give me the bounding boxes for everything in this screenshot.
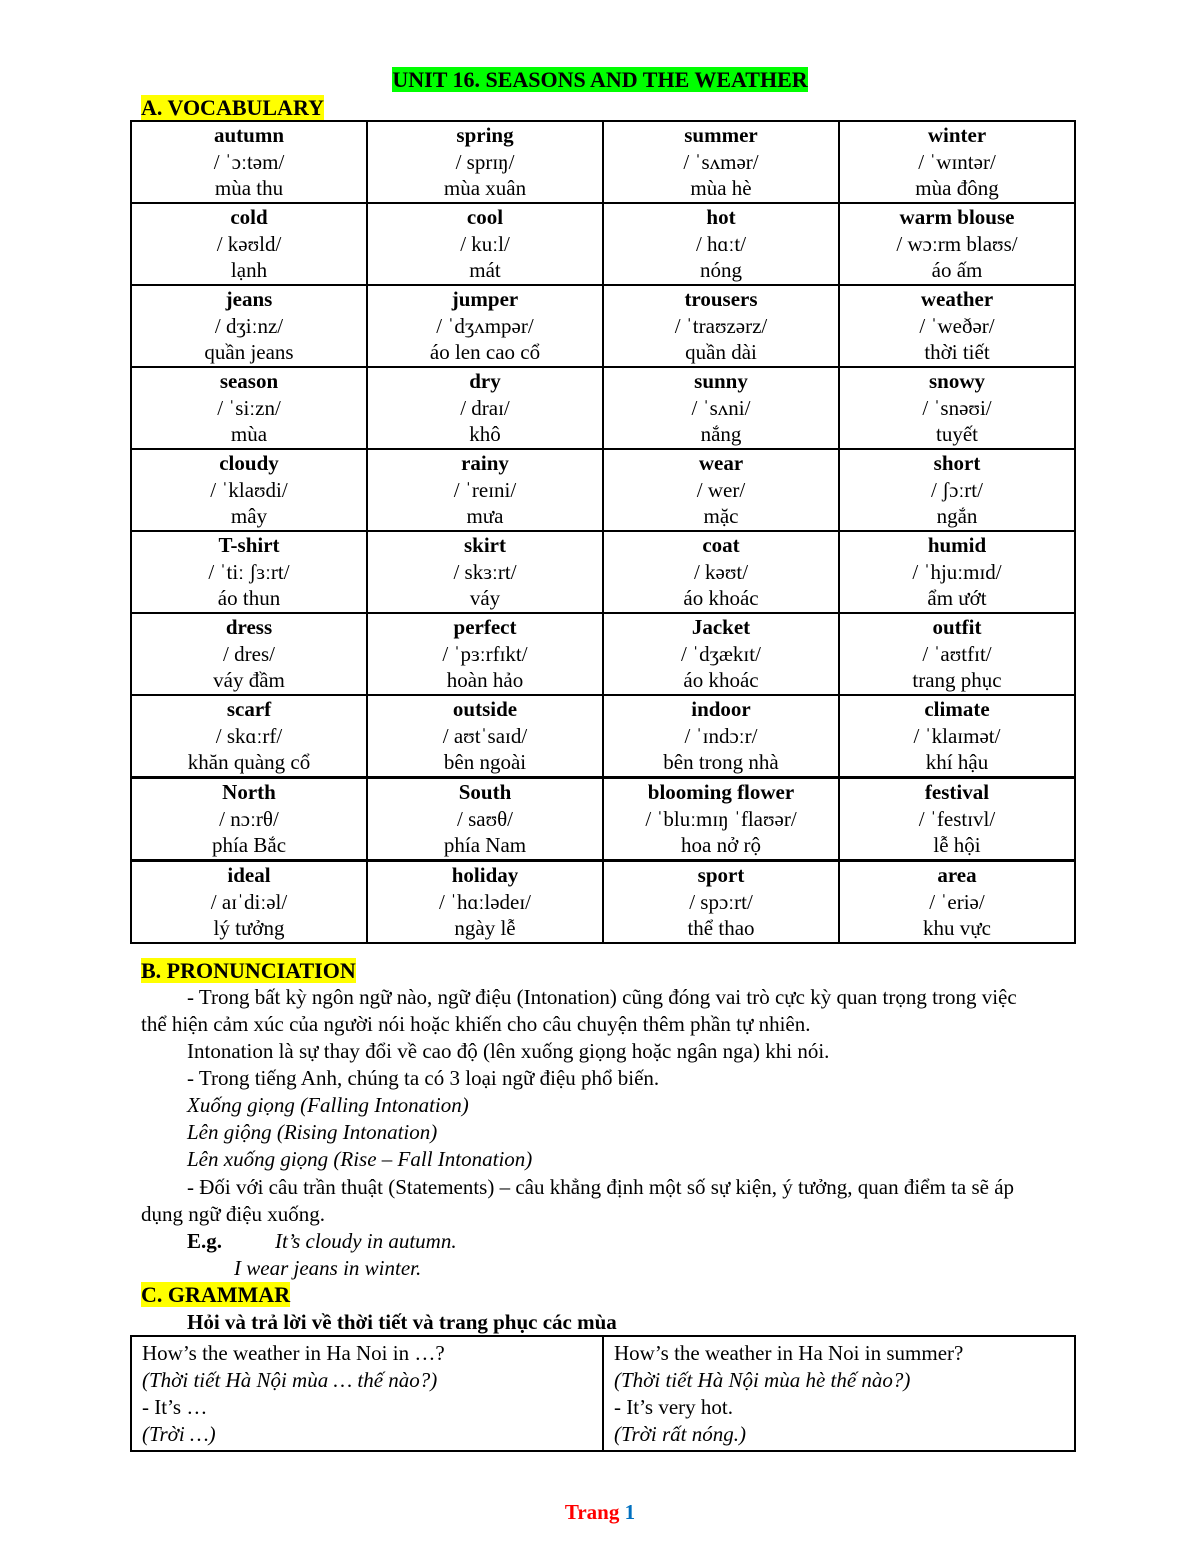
vocab-word: T-shirt — [218, 533, 280, 557]
vocab-meaning: khí hậu — [925, 750, 989, 774]
vocab-meaning: bên ngoài — [443, 750, 527, 774]
vocab-word: cloudy — [219, 451, 279, 475]
vocab-meaning: hoa nở rộ — [681, 833, 761, 857]
vocab-ipa: / ˈeriə/ — [929, 889, 985, 914]
vocab-meaning: khăn quàng cổ — [187, 750, 311, 774]
vocab-meaning: hoàn hảo — [446, 668, 524, 692]
vocab-ipa: / aɪˈdiːəl/ — [210, 889, 288, 914]
vocab-word: climate — [924, 697, 990, 721]
vocab-meaning: lễ hội — [933, 833, 981, 857]
vocab-meaning: ẩm ướt — [927, 586, 987, 610]
vocab-row — [131, 531, 1075, 613]
vocab-ipa: / ˈtraʊzərz/ — [674, 313, 768, 338]
grammar-row — [131, 1336, 1075, 1451]
vocab-word: sport — [697, 863, 745, 887]
vocab-word: festival — [924, 780, 990, 804]
vocab-cell — [839, 449, 1075, 531]
vocab-cell — [367, 121, 603, 203]
pronunciation-para-4b: dụng ngữ điệu xuống. — [141, 1202, 326, 1226]
vocab-word: outfit — [932, 615, 982, 639]
grammar-table — [130, 1335, 1076, 1452]
vocab-ipa: / ˈpɜːrfɪkt/ — [442, 641, 528, 666]
footer-label: Trang — [564, 1500, 620, 1524]
footer-page-number: 1 — [624, 1500, 636, 1524]
pronunciation-para-1b: thể hiện cảm xúc của người nói hoặc khiến cho câu chuyện thêm phần tự nhiên. — [141, 1012, 811, 1036]
vocab-meaning: khô — [469, 422, 501, 446]
vocab-word: area — [937, 863, 977, 887]
vocab-meaning: áo khoác — [683, 586, 759, 610]
vocab-meaning: mây — [230, 504, 268, 528]
vocab-meaning: mùa đông — [915, 176, 999, 200]
vocab-cell — [367, 531, 603, 613]
vocab-word: dress — [225, 615, 273, 639]
vocab-ipa: / ˈklaɪmət/ — [913, 723, 1001, 748]
vocab-meaning: ngày lễ — [454, 916, 516, 940]
vocab-word: dry — [469, 369, 501, 393]
vocab-word: autumn — [213, 123, 285, 147]
vocab-cell — [367, 285, 603, 367]
vocab-row — [131, 861, 1075, 944]
vocab-word: cool — [466, 205, 504, 229]
vocab-cell — [839, 203, 1075, 285]
intonation-type-falling: Xuống giọng (Falling Intonation) — [187, 1093, 469, 1117]
vocab-cell — [131, 861, 367, 944]
vocab-cell — [131, 695, 367, 778]
grammar-left-cell — [131, 1336, 603, 1451]
vocab-meaning: váy — [469, 586, 501, 610]
vocab-row — [131, 121, 1075, 203]
vocab-word: coat — [702, 533, 740, 557]
vocab-cell — [603, 121, 839, 203]
vocab-word: South — [458, 780, 512, 804]
example-sentence-2: I wear jeans in winter. — [234, 1256, 422, 1280]
vocab-ipa: / ˈreɪni/ — [453, 477, 517, 502]
vocab-cell — [131, 778, 367, 861]
vocab-ipa: / ˈdʒʌmpər/ — [436, 313, 534, 338]
vocab-word: weather — [920, 287, 994, 311]
grammar-heading: Hỏi và trả lời về thời tiết và trang phục các mùa — [187, 1310, 617, 1334]
section-a-label: A. VOCABULARY — [141, 95, 324, 120]
intonation-type-rise-fall: Lên xuống giọng (Rise – Fall Intonation) — [187, 1147, 533, 1171]
vocab-cell — [367, 861, 603, 944]
vocab-cell — [367, 778, 603, 861]
vocab-cell — [603, 449, 839, 531]
vocabulary-table — [130, 120, 1076, 944]
vocab-cell — [131, 613, 367, 695]
vocab-ipa: / kuːl/ — [460, 231, 510, 256]
vocab-word: jeans — [225, 287, 273, 311]
grammar-right-answer: - It’s very hot. — [614, 1395, 733, 1419]
vocab-cell — [367, 449, 603, 531]
vocab-ipa: / draɪ/ — [460, 395, 510, 420]
vocab-word: cold — [230, 205, 268, 229]
vocab-ipa: / nɔːrθ/ — [219, 806, 279, 831]
vocab-meaning: phía Nam — [443, 833, 527, 857]
grammar-right-answer-translation: (Trời rất nóng.) — [614, 1422, 746, 1446]
vocab-word: rainy — [461, 451, 509, 475]
vocab-cell — [839, 613, 1075, 695]
vocab-ipa: / ˈaʊtfɪt/ — [922, 641, 992, 666]
vocab-meaning: phía Bắc — [211, 833, 287, 857]
vocab-ipa: / dʒiːnz/ — [214, 313, 284, 338]
page-title — [0, 67, 1200, 93]
vocab-cell — [603, 203, 839, 285]
vocab-cell — [131, 121, 367, 203]
vocab-ipa: / ˈɪndɔːr/ — [684, 723, 758, 748]
vocab-cell — [603, 531, 839, 613]
vocab-cell — [839, 778, 1075, 861]
vocab-word: sunny — [694, 369, 748, 393]
vocab-word: skirt — [464, 533, 506, 557]
vocab-cell — [131, 449, 367, 531]
vocab-meaning: áo len cao cổ — [429, 340, 541, 364]
vocab-word: Jacket — [691, 615, 751, 639]
grammar-right-question: How’s the weather in Ha Noi in summer? — [614, 1341, 964, 1365]
title-text: UNIT 16. SEASONS AND THE WEATHER — [392, 67, 808, 92]
vocab-cell — [839, 367, 1075, 449]
vocab-word: warm blouse — [899, 205, 1015, 229]
vocab-meaning: quần dài — [685, 340, 757, 364]
vocab-row — [131, 613, 1075, 695]
vocab-cell — [603, 367, 839, 449]
grammar-right-question-translation: (Thời tiết Hà Nội mùa hè thế nào?) — [614, 1368, 911, 1392]
vocab-ipa: / ʃɔːrt/ — [931, 477, 983, 502]
section-b-label: B. PRONUNCIATION — [141, 958, 356, 983]
vocab-word: jumper — [451, 287, 519, 311]
vocab-cell — [131, 285, 367, 367]
vocab-cell — [839, 285, 1075, 367]
vocab-cell — [839, 861, 1075, 944]
vocab-meaning: áo thun — [217, 586, 281, 610]
vocab-meaning: bên trong nhà — [663, 750, 779, 774]
vocab-meaning: áo ấm — [931, 258, 983, 282]
vocab-ipa: / ˈsʌmər/ — [683, 149, 759, 174]
vocab-meaning: mùa hè — [690, 176, 752, 200]
vocab-meaning: mùa — [230, 422, 268, 446]
vocab-cell — [839, 531, 1075, 613]
vocab-meaning: nóng — [700, 258, 742, 282]
vocab-row — [131, 285, 1075, 367]
vocab-ipa: / ˈweðər/ — [919, 313, 995, 338]
grammar-right-cell — [603, 1336, 1075, 1451]
pronunciation-para-2: Intonation là sự thay đổi về cao độ (lên xuống giọng hoặc ngân nga) khi nói. — [187, 1039, 830, 1063]
vocab-word: short — [933, 451, 981, 475]
vocab-cell — [839, 121, 1075, 203]
vocab-word: outside — [452, 697, 518, 721]
vocab-ipa: / sprɪŋ/ — [455, 149, 515, 174]
vocab-word: holiday — [451, 863, 519, 887]
vocab-ipa: / dres/ — [223, 641, 275, 666]
vocab-ipa: / ˈdʒækɪt/ — [681, 641, 761, 666]
vocab-meaning: thể thao — [687, 916, 755, 940]
vocab-cell — [367, 203, 603, 285]
example-sentence-1: It’s cloudy in autumn. — [275, 1229, 457, 1253]
vocab-meaning: mát — [469, 258, 501, 282]
vocab-cell — [839, 695, 1075, 778]
section-b-heading — [141, 958, 356, 984]
grammar-left-answer: - It’s … — [142, 1395, 208, 1419]
vocab-ipa: / skɑːrf/ — [215, 723, 283, 748]
vocab-meaning: mưa — [466, 504, 504, 528]
vocab-row — [131, 778, 1075, 861]
vocab-ipa: / ˈtiː ʃɜːrt/ — [208, 559, 290, 584]
example-label: E.g. — [187, 1229, 223, 1253]
vocab-cell — [131, 203, 367, 285]
vocab-cell — [131, 367, 367, 449]
vocab-cell — [367, 367, 603, 449]
section-c-label: C. GRAMMAR — [141, 1282, 291, 1307]
vocab-ipa: / ˈsʌni/ — [691, 395, 751, 420]
vocab-meaning: mùa thu — [214, 176, 284, 200]
vocab-ipa: / kəʊld/ — [216, 231, 282, 256]
vocab-ipa: / ˈfestɪvl/ — [918, 806, 996, 831]
vocab-meaning: thời tiết — [924, 340, 990, 364]
vocab-word: winter — [927, 123, 987, 147]
vocab-row — [131, 367, 1075, 449]
vocab-meaning: áo khoác — [683, 668, 759, 692]
vocab-word: ideal — [227, 863, 271, 887]
pronunciation-para-3: - Trong tiếng Anh, chúng ta có 3 loại ngữ điệu phổ biến. — [187, 1066, 660, 1090]
vocab-cell — [367, 613, 603, 695]
vocab-word: hot — [706, 205, 736, 229]
vocab-meaning: váy đầm — [213, 668, 285, 692]
vocab-meaning: lạnh — [230, 258, 268, 282]
vocab-word: wear — [698, 451, 744, 475]
vocab-ipa: / ˈwɪntər/ — [918, 149, 996, 174]
vocab-ipa: / wer/ — [696, 477, 746, 502]
section-a-heading — [141, 95, 324, 121]
vocab-meaning: quần jeans — [204, 340, 294, 364]
page-footer — [0, 1500, 1200, 1525]
vocab-word: blooming flower — [647, 780, 795, 804]
vocab-meaning: mùa xuân — [443, 176, 527, 200]
section-c-heading — [141, 1282, 290, 1308]
vocab-word: season — [219, 369, 279, 393]
vocab-meaning: ngắn — [936, 504, 978, 528]
vocab-cell — [603, 695, 839, 778]
vocab-meaning: mặc — [703, 504, 739, 528]
vocab-meaning: lý tưởng — [213, 916, 285, 940]
vocab-row — [131, 695, 1075, 778]
grammar-left-question: How’s the weather in Ha Noi in …? — [142, 1341, 445, 1365]
vocab-word: snowy — [928, 369, 986, 393]
vocab-ipa: / ˈklaʊdi/ — [210, 477, 288, 502]
vocab-word: trousers — [684, 287, 758, 311]
grammar-left-answer-translation: (Trời …) — [142, 1422, 216, 1446]
vocab-ipa: / ˈbluːmɪŋ ˈflaʊər/ — [645, 806, 797, 831]
vocab-word: perfect — [453, 615, 517, 639]
vocab-row — [131, 203, 1075, 285]
vocab-meaning: nắng — [700, 422, 742, 446]
pronunciation-para-1a: - Trong bất kỳ ngôn ngữ nào, ngữ điệu (Intonation) cũng đóng vai trò cực kỳ quan trọng trong việc — [187, 985, 1017, 1009]
vocab-word: humid — [927, 533, 987, 557]
intonation-type-rising: Lên giộng (Rising Intonation) — [187, 1120, 438, 1144]
vocab-cell — [603, 778, 839, 861]
vocab-ipa: / hɑːt/ — [695, 231, 747, 256]
vocab-ipa: / kəʊt/ — [693, 559, 749, 584]
vocab-meaning: tuyết — [936, 422, 978, 446]
vocab-meaning: khu vực — [923, 916, 991, 940]
vocab-word: spring — [456, 123, 514, 147]
vocab-ipa: / saʊθ/ — [457, 806, 513, 831]
vocab-ipa: / ˈsiːzn/ — [217, 395, 281, 420]
vocab-ipa: / aʊtˈsaɪd/ — [442, 723, 528, 748]
vocab-ipa: / wɔːrm blaʊs/ — [896, 231, 1018, 256]
vocab-word: summer — [684, 123, 758, 147]
vocab-row — [131, 449, 1075, 531]
vocab-cell — [367, 695, 603, 778]
grammar-left-question-translation: (Thời tiết Hà Nội mùa … thế nào?) — [142, 1368, 438, 1392]
vocab-meaning: trang phục — [912, 668, 1002, 692]
vocab-ipa: / ˈsnəʊi/ — [922, 395, 992, 420]
vocab-ipa: / ˈɔːtəm/ — [213, 149, 285, 174]
vocab-ipa: / skɜːrt/ — [453, 559, 517, 584]
vocab-cell — [603, 861, 839, 944]
vocab-word: North — [222, 780, 276, 804]
vocab-cell — [131, 531, 367, 613]
vocab-word: scarf — [226, 697, 272, 721]
vocab-cell — [603, 613, 839, 695]
vocab-ipa: / ˈhɑːlədeɪ/ — [438, 889, 532, 914]
vocab-word: indoor — [691, 697, 751, 721]
pronunciation-para-4a: - Đối với câu trần thuật (Statements) – câu khẳng định một số sự kiện, ý tưởng, quan điểm ta sẽ áp — [187, 1175, 1015, 1199]
vocab-cell — [603, 285, 839, 367]
vocab-ipa: / spɔːrt/ — [689, 889, 753, 914]
vocab-ipa: / ˈhjuːmɪd/ — [912, 559, 1002, 584]
